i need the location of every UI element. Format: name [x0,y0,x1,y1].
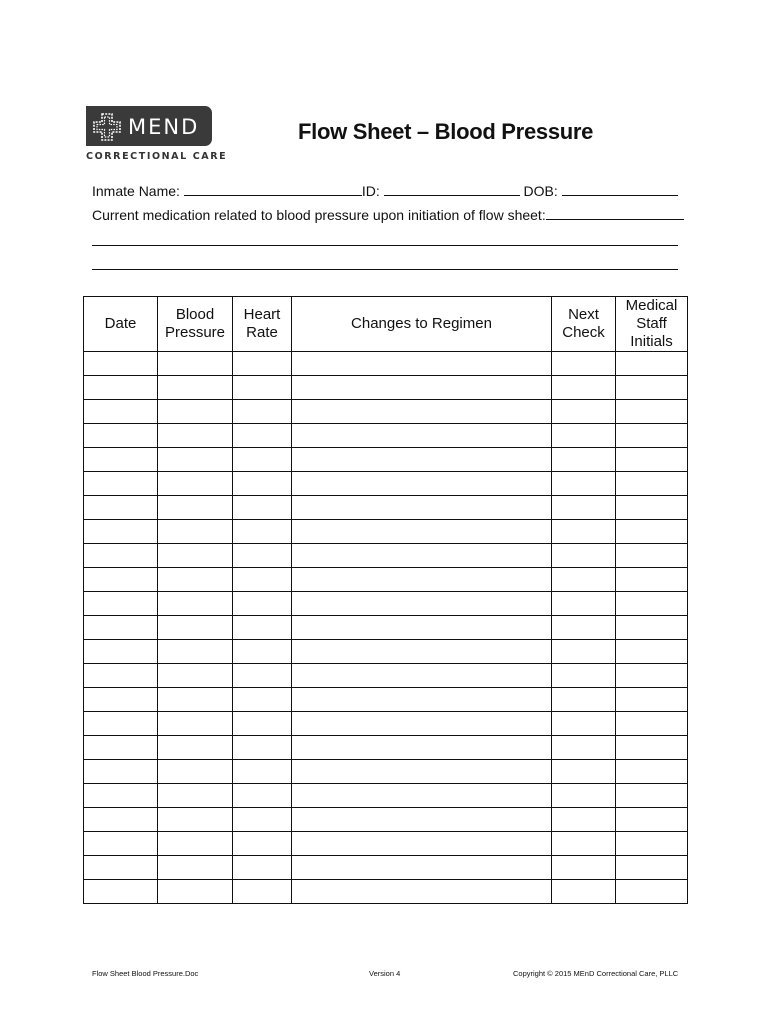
table-row [84,592,688,616]
table-cell[interactable] [292,568,552,592]
table-cell[interactable] [552,808,616,832]
table-row [84,424,688,448]
table-cell[interactable] [158,784,233,808]
inmate-name-field[interactable] [184,183,362,196]
table-row [84,736,688,760]
table-cell[interactable] [158,592,233,616]
table-cell[interactable] [233,544,292,568]
table-cell[interactable] [158,664,233,688]
table-cell[interactable] [158,424,233,448]
footer-version: Version 4 [369,969,401,978]
table-cell[interactable] [233,496,292,520]
table-row [84,808,688,832]
table-cell[interactable] [84,856,158,880]
table-cell[interactable] [292,448,552,472]
table-cell[interactable] [84,664,158,688]
table-cell[interactable] [158,736,233,760]
table-cell[interactable] [233,832,292,856]
table-cell[interactable] [616,688,688,712]
table-cell[interactable] [552,640,616,664]
table-cell[interactable] [233,784,292,808]
table-cell[interactable] [158,616,233,640]
table-cell[interactable] [84,472,158,496]
table-cell[interactable] [158,808,233,832]
table-cell[interactable] [233,712,292,736]
table-row [84,352,688,376]
table-cell[interactable] [233,376,292,400]
page-title: Flow Sheet – Blood Pressure [298,119,594,144]
medication-line [92,207,684,223]
table-row [84,448,688,472]
table-cell[interactable] [616,832,688,856]
table-cell[interactable] [616,472,688,496]
table-cell[interactable] [158,832,233,856]
logo-subtitle: CORRECTIONAL CARE [86,151,228,162]
table-cell[interactable] [84,400,158,424]
patient-info-line [92,183,678,199]
table-cell[interactable] [158,400,233,424]
table-cell[interactable] [158,640,233,664]
table-cell[interactable] [552,712,616,736]
table-cell[interactable] [616,544,688,568]
table-cell[interactable] [552,832,616,856]
table-cell[interactable] [616,808,688,832]
table-cell[interactable] [552,520,616,544]
table-cell[interactable] [552,616,616,640]
inmate-name-label: Inmate Name: [92,183,180,199]
table-cell[interactable] [233,592,292,616]
table-cell[interactable] [233,400,292,424]
table-cell[interactable] [158,688,233,712]
table-row [84,832,688,856]
table-cell[interactable] [616,448,688,472]
medication-label: Current medication related to blood pressure upon initiation of flow sheet: [92,207,546,223]
table-cell[interactable] [84,784,158,808]
table-cell[interactable] [292,496,552,520]
table-cell[interactable] [158,352,233,376]
table-cell[interactable] [292,424,552,448]
table-cell[interactable] [616,760,688,784]
medication-continuation-line-2[interactable] [92,269,678,270]
table-cell[interactable] [233,616,292,640]
table-row [84,472,688,496]
table-cell[interactable] [158,472,233,496]
table-cell[interactable] [616,400,688,424]
table-cell[interactable] [158,712,233,736]
table-cell[interactable] [158,520,233,544]
table-cell[interactable] [616,616,688,640]
table-cell[interactable] [292,736,552,760]
table-cell[interactable] [84,376,158,400]
table-cell[interactable] [292,784,552,808]
medication-field[interactable] [546,207,684,220]
table-row [84,400,688,424]
table-cell[interactable] [616,424,688,448]
table-cell[interactable] [552,544,616,568]
footer-copyright: Copyright © 2015 MEnD Correctional Care, PLLC [513,969,679,978]
table-cell[interactable] [233,424,292,448]
column-header-changes-to-regimen: Changes to Regimen [292,297,552,352]
logo-wordmark: MEND [128,115,200,139]
table-cell[interactable] [84,832,158,856]
table-cell[interactable] [292,544,552,568]
dob-field[interactable] [562,183,678,196]
cross-icon [92,112,122,142]
table-cell[interactable] [292,808,552,832]
table-cell[interactable] [233,688,292,712]
table-cell[interactable] [84,592,158,616]
table-cell[interactable] [84,880,158,904]
table-cell[interactable] [616,664,688,688]
table-cell[interactable] [233,664,292,688]
table-cell[interactable] [616,352,688,376]
table-cell[interactable] [552,664,616,688]
table-cell[interactable] [84,544,158,568]
table-cell[interactable] [84,568,158,592]
table-cell[interactable] [616,376,688,400]
table-cell[interactable] [84,352,158,376]
flow-sheet-table [83,296,688,904]
table-cell[interactable] [233,736,292,760]
id-field[interactable] [384,183,520,196]
table-cell[interactable] [84,496,158,520]
id-label: ID: [361,183,380,199]
table-cell[interactable] [292,472,552,496]
table-cell[interactable] [292,520,552,544]
table-cell[interactable] [84,736,158,760]
table-cell[interactable] [84,448,158,472]
table-row [84,376,688,400]
table-cell[interactable] [552,448,616,472]
table-cell[interactable] [552,688,616,712]
table-cell[interactable] [233,448,292,472]
table-cell[interactable] [233,352,292,376]
table-cell[interactable] [84,688,158,712]
table-cell[interactable] [233,472,292,496]
table-cell[interactable] [616,520,688,544]
table-cell[interactable] [616,592,688,616]
table-cell[interactable] [616,880,688,904]
table-cell[interactable] [292,688,552,712]
table-cell[interactable] [84,616,158,640]
table-cell[interactable] [292,664,552,688]
table-cell[interactable] [292,376,552,400]
table-cell[interactable] [233,808,292,832]
table-cell[interactable] [292,832,552,856]
column-header-medical-staff-initials: Medical Staff Initials [616,297,688,352]
table-row [84,520,688,544]
table-cell[interactable] [552,376,616,400]
table-cell[interactable] [616,856,688,880]
table-cell[interactable] [233,856,292,880]
dob-label: DOB: [523,183,558,199]
table-cell[interactable] [84,424,158,448]
column-header-date: Date [84,297,158,352]
table-row [84,544,688,568]
table-cell[interactable] [158,496,233,520]
table-cell[interactable] [84,640,158,664]
table-cell[interactable] [552,784,616,808]
table-cell[interactable] [552,568,616,592]
table-cell[interactable] [616,784,688,808]
table-cell[interactable] [552,352,616,376]
table-cell[interactable] [552,592,616,616]
table-cell[interactable] [292,616,552,640]
table-cell[interactable] [616,568,688,592]
table-cell[interactable] [233,520,292,544]
table-cell[interactable] [292,592,552,616]
medication-continuation-line-1[interactable] [92,245,678,246]
table-cell[interactable] [233,640,292,664]
table-row [84,688,688,712]
table-cell[interactable] [292,640,552,664]
table-cell[interactable] [158,544,233,568]
table-cell[interactable] [552,496,616,520]
table-cell[interactable] [292,760,552,784]
table-cell[interactable] [552,856,616,880]
table-cell[interactable] [552,736,616,760]
table-cell[interactable] [552,472,616,496]
table-cell[interactable] [292,352,552,376]
table-cell[interactable] [84,520,158,544]
table-cell[interactable] [616,736,688,760]
table-row [84,856,688,880]
table-row [84,784,688,808]
table-cell[interactable] [292,880,552,904]
table-cell[interactable] [84,808,158,832]
table-row [84,664,688,688]
footer-filename: Flow Sheet Blood Pressure.Doc [92,969,199,978]
table-cell[interactable] [158,568,233,592]
table-cell[interactable] [292,400,552,424]
table-cell[interactable] [552,400,616,424]
table-cell[interactable] [292,712,552,736]
table-cell[interactable] [616,496,688,520]
table-cell[interactable] [158,448,233,472]
table-cell[interactable] [84,760,158,784]
table-cell[interactable] [158,760,233,784]
table-cell[interactable] [616,640,688,664]
table-row [84,880,688,904]
mend-logo [86,106,212,146]
table-cell[interactable] [158,880,233,904]
table-cell[interactable] [552,880,616,904]
table-row [84,616,688,640]
table-cell[interactable] [233,760,292,784]
table-row [84,640,688,664]
column-header-next-check: Next Check [552,297,616,352]
table-cell[interactable] [158,376,233,400]
table-cell[interactable] [84,712,158,736]
table-cell[interactable] [158,856,233,880]
table-cell[interactable] [616,712,688,736]
table-header-row [84,297,688,352]
table-row [84,568,688,592]
table-row [84,712,688,736]
table-cell[interactable] [292,856,552,880]
table-cell[interactable] [233,880,292,904]
table-row [84,496,688,520]
column-header-blood-pressure: Blood Pressure [158,297,233,352]
table-row [84,760,688,784]
table-cell[interactable] [552,760,616,784]
table-cell[interactable] [552,424,616,448]
column-header-heart-rate: Heart Rate [233,297,292,352]
table-cell[interactable] [233,568,292,592]
